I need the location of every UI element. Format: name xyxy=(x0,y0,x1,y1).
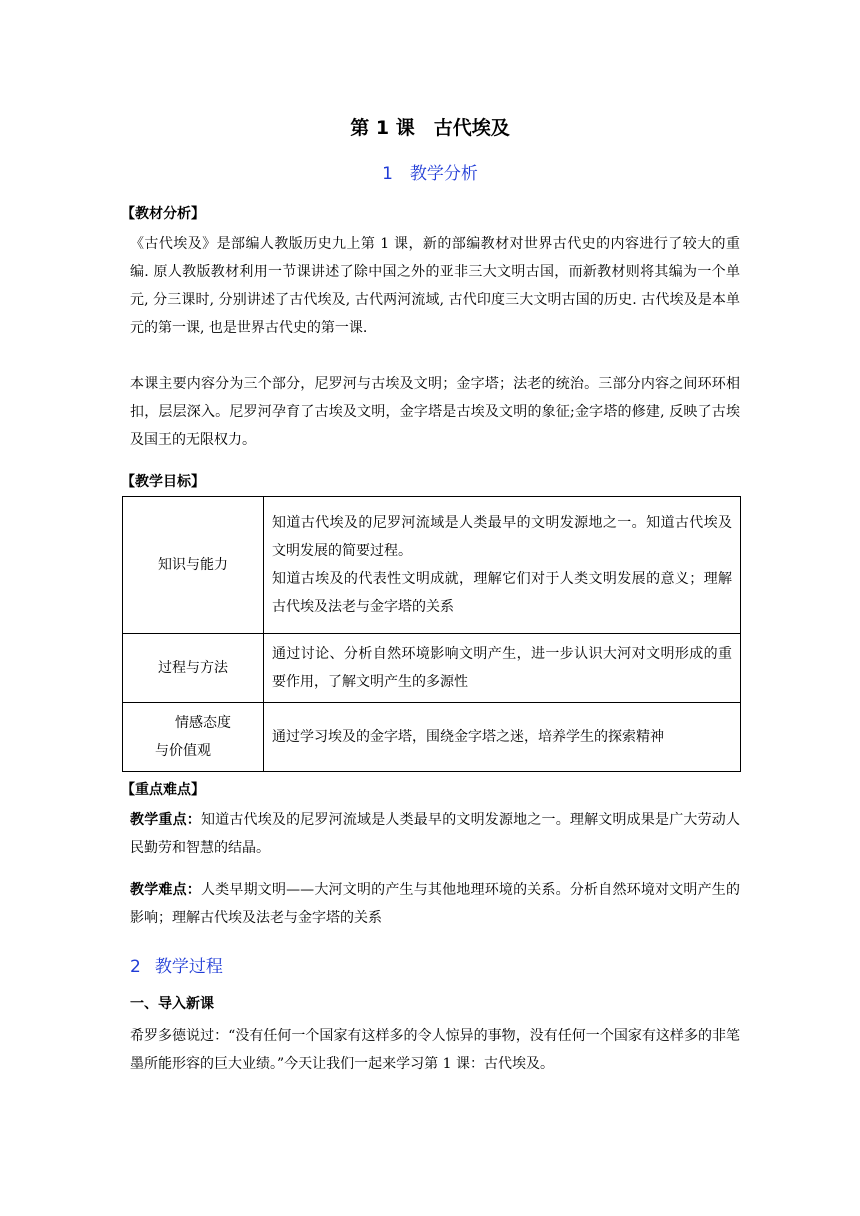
focus-label: 教学重点： xyxy=(130,812,201,828)
goal-label: 过程与方法 xyxy=(123,634,264,703)
table-row xyxy=(123,634,741,703)
material-analysis-heading: 【教材分析】 xyxy=(121,206,205,222)
key-points-heading: 【重点难点】 xyxy=(121,782,205,798)
goal-content: 通过讨论、分析自然环境影响文明产生，进一步认识大河对文明形成的重要作用，了解文明产生的多源性 xyxy=(264,634,741,703)
goal-content-line: 知道古埃及的代表性文明成就，理解它们对于人类文明发展的意义；理解古代埃及法老与金字塔的关系 xyxy=(272,571,732,615)
teaching-goals-heading: 【教学目标】 xyxy=(121,474,205,490)
difficulty-text: 人类早期文明——大河文明的产生与其他地理环境的关系。分析自然环境对文明产生的影响；理解古代埃及法老与金字塔的关系 xyxy=(130,882,741,926)
section-label: 教学分析 xyxy=(409,164,478,184)
material-paragraph-2: 本课主要内容分为三个部分，尼罗河与古埃及文明；金字塔；法老的统治。三部分内容之间环环相扣，层层深入。尼罗河孕育了古埃及文明，金字塔是古埃及文明的象征;金字塔的修建, 反映了古埃及国王的无限权力。 xyxy=(130,376,740,448)
goal-content: 通过学习埃及的金字塔，围绕金字塔之迷，培养学生的探索精神 xyxy=(264,703,741,772)
goal-label: 知识与能力 xyxy=(123,497,264,634)
goal-label-line: 与价值观 xyxy=(155,743,211,759)
goal-label xyxy=(123,703,264,772)
difficulty-label: 教学难点： xyxy=(130,882,201,898)
intro-paragraph: 希罗多德说过：“没有任何一个国家有这样多的令人惊异的事物，没有任何一个国家有这样多的非笔墨所能形容的巨大业绩。”今天让我们一起来学习第 1 课：古代埃及。 xyxy=(130,1028,740,1072)
teaching-difficulty-paragraph xyxy=(130,876,740,932)
section-heading-process xyxy=(130,952,223,977)
focus-text: 知道古代埃及的尼罗河流域是人类最早的文明发源地之一。理解文明成果是广大劳动人民勤劳和智慧的结晶。 xyxy=(130,812,740,856)
teaching-focus-paragraph xyxy=(130,806,740,862)
intro-heading: 一、导入新课 xyxy=(130,996,214,1012)
section-label: 教学过程 xyxy=(154,957,223,977)
lesson-title: 第 1 课 古代埃及 xyxy=(350,117,510,139)
teaching-goals-table xyxy=(122,496,741,772)
goal-content-line: 知道古代埃及的尼罗河流域是人类最早的文明发源地之一。知道古代埃及文明发展的简要过程。 xyxy=(272,515,732,559)
section-heading-analysis xyxy=(0,159,860,184)
goal-label-line: 情感态度 xyxy=(175,715,231,731)
material-paragraph-1: 《古代埃及》是部编人教版历史九上第 1 课，新的部编教材对世界古代史的内容进行了较大的重编. 原人教版教材利用一节课讲述了除中国之外的亚非三大文明古国，而新教材则将其编为一个单元, 分三课时, 分别讲述了古代埃及, 古代两河流域, 古代印度三大文明古国的历史. 古代埃及是本单元的第一课, 也是世界古代史的第一课. xyxy=(130,236,740,336)
goal-content xyxy=(264,497,741,634)
section-number: 1 xyxy=(382,164,393,184)
table-row xyxy=(123,703,741,772)
section-number: 2 xyxy=(130,957,141,977)
table-row xyxy=(123,497,741,634)
